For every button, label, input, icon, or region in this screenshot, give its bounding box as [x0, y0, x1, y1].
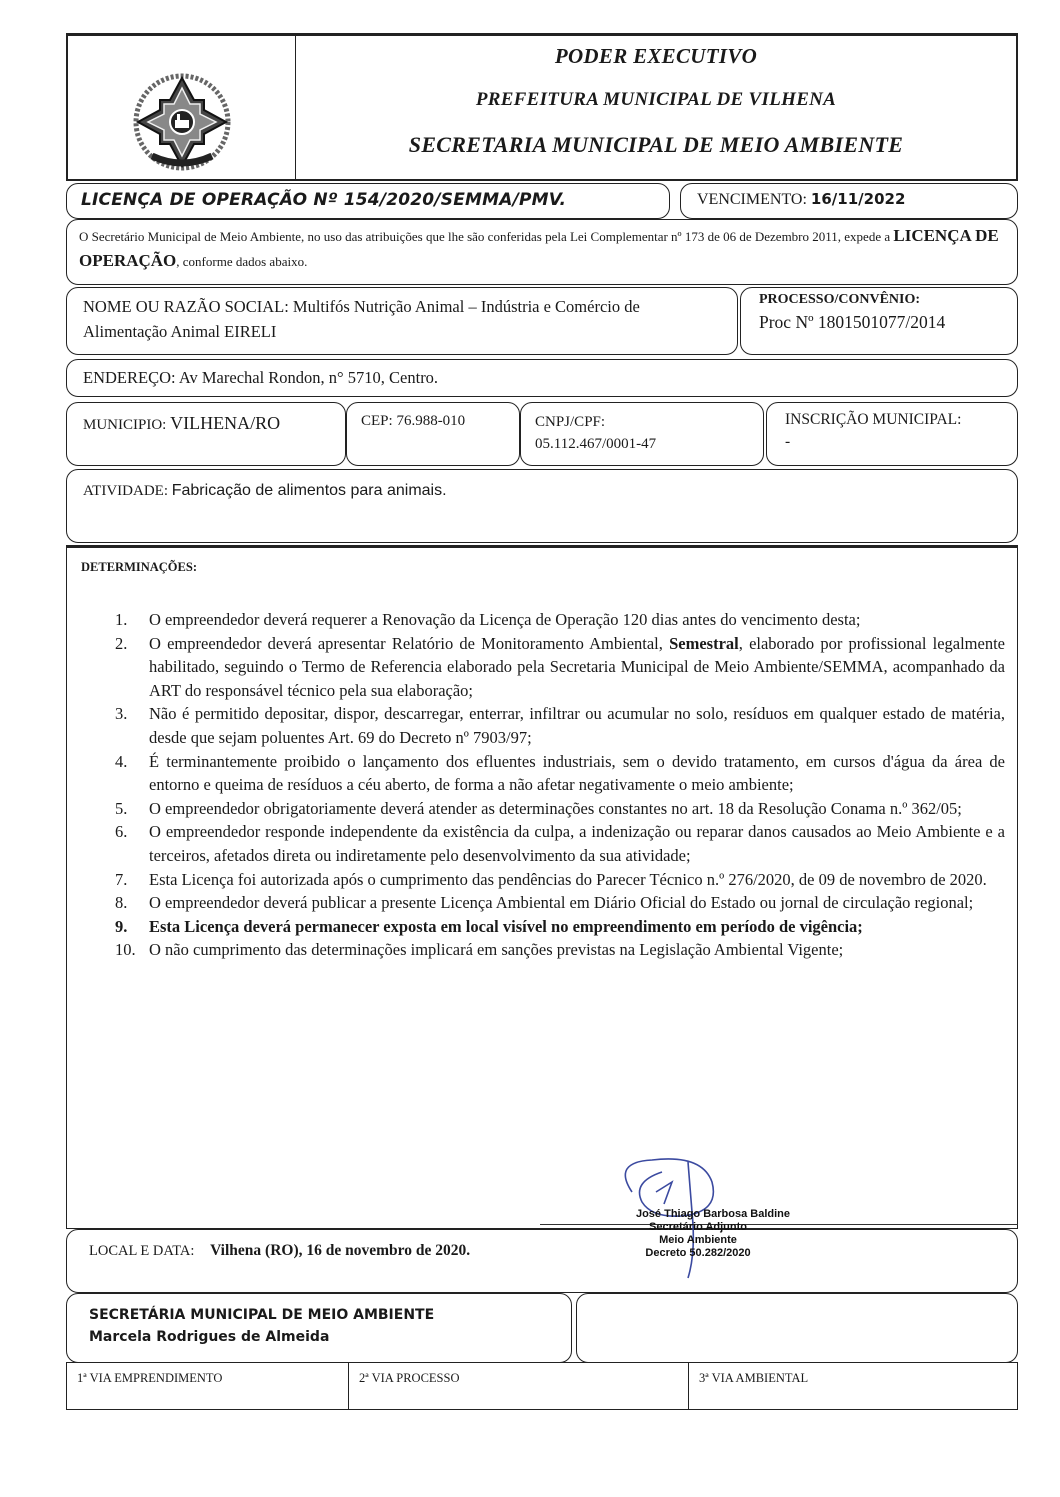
item-number: 3. [115, 704, 128, 724]
company-name-label: NOME OU RAZÃO SOCIAL: [83, 297, 289, 316]
determinations-title: DETERMINAÇÕES: [81, 560, 197, 574]
place-date-box [66, 1229, 1018, 1293]
item-text: O empreendedor deverá publicar a presente Licença Ambiental em Diário Oficial do Estado ou jornal de circulação regional; [149, 893, 974, 913]
logo-cell [68, 36, 296, 179]
document-header [66, 33, 1018, 181]
determination-item [115, 820, 1005, 867]
item-number: 5. [115, 798, 128, 818]
signer-dept: Meio Ambiente [659, 1234, 737, 1246]
determination-item [115, 632, 1005, 703]
intro-text: O Secretário Municipal de Meio Ambiente, no uso das atribuições que lhe são conferidas pela Lei Complementar nº 173 de 06 de Dezembro 2011, expede a [79, 229, 894, 244]
process-box [740, 287, 1018, 355]
blank-box [576, 1293, 1018, 1363]
item-text: Não é permitido depositar, dispor, descarregar, enterrar, infiltrar ou acumular no solo, resíduos em qualquer estado de matéria, desde que sejam poluentes Art. 69 do Decreto nº 7903/97; [149, 704, 1005, 747]
header-power: PODER EXECUTIVO [554, 44, 758, 68]
activity-label: ATIVIDADE: [83, 483, 168, 499]
place-date-label: LOCAL E DATA: [89, 1243, 195, 1259]
expiry-value: 16/11/2022 [810, 190, 906, 208]
header-prefecture: PREFEITURA MUNICIPAL DE VILHENA [475, 89, 837, 110]
intro-bold: LICENÇA DE OPERAÇÃO [79, 226, 999, 270]
item-number: 1. [115, 610, 128, 629]
address-value: Av Marechal Rondon, n° 5710, Centro. [178, 368, 439, 387]
municipal-registration-value: - [785, 433, 791, 450]
header-secretariat: SECRETARIA MUNICIPAL DE MEIO AMBIENTE [408, 132, 904, 157]
address-label: ENDEREÇO: [83, 368, 176, 387]
coat-of-arms-icon [130, 70, 234, 174]
municipal-registration-label: INSCRIÇÃO MUNICIPAL: [785, 411, 962, 428]
copy-third: 3ª VIA AMBIENTAL [699, 1371, 809, 1385]
determinations-list [115, 608, 1005, 962]
item-text: O empreendedor deverá apresentar Relatório de Monitoramento Ambiental, [149, 633, 670, 653]
activity-value: Fabricação de alimentos para animais. [171, 482, 447, 499]
secretariat-title: SECRETÁRIA MUNICIPAL DE MEIO AMBIENTE [89, 1307, 435, 1323]
item-text: O empreendedor obrigatoriamente deverá atender as determinações constantes no art. 18 da Resolução Conama n.º 362/05; [149, 798, 962, 818]
company-name-value: Multifós Nutrição Animal – Indústria e Comércio de Alimentação Animal EIRELI [83, 297, 640, 341]
copy-second: 2ª VIA PROCESSO [349, 1363, 689, 1409]
cep-label: CEP: [361, 413, 393, 429]
signature-stamp [598, 1208, 798, 1260]
municipal-registration-box [766, 402, 1018, 466]
item-text-bold: Semestral [669, 633, 739, 653]
activity-box [66, 469, 1018, 543]
determination-item [115, 891, 1005, 915]
intro-paragraph [66, 219, 1018, 285]
cep-box [346, 402, 520, 466]
process-label: PROCESSO/CONVÊNIO: [759, 292, 921, 307]
item-text: Esta Licença deverá permanecer exposta em local visível no empreendimento em período de vigência; [149, 916, 863, 936]
signer-role: Secretário Adjunto [649, 1221, 747, 1233]
item-number: 7. [115, 869, 128, 889]
process-value: Proc Nº 1801501077/2014 [759, 312, 946, 332]
determinations-section [66, 545, 1018, 1229]
item-text-end: , elaborado por profissional legalmente habilitado, seguindo o Termo de Referencia elaborado pela Secretaria Municipal de Meio Ambiente/SEMMA, acompanhado da ART do responsável técnico pela sua elaboração; [149, 633, 1005, 700]
address-box [66, 359, 1018, 397]
cnpj-label: CNPJ/CPF: [535, 414, 606, 430]
determination-item [115, 915, 1005, 939]
secretary-name: Marcela Rodrigues de Almeida [89, 1329, 330, 1345]
copy-first: 1ª VIA EMPRENDIMENTO [67, 1363, 349, 1409]
intro-text-end: , conforme dados abaixo. [176, 254, 308, 269]
item-text: É terminantemente proibido o lançamento dos efluentes industriais, sem o devido tratamento, em cursos d'água da área de entorno e queima de resíduos a céu aberto, de forma a não afetar negativamente o meio ambiente; [149, 751, 1005, 795]
place-date-value: Vilhena (RO), 16 de novembro de 2020. [210, 1242, 471, 1259]
item-number: 2. [115, 633, 128, 653]
cnpj-box [520, 402, 764, 466]
item-number: 9. [115, 916, 128, 936]
municipality-value: VILHENA/RO [170, 413, 281, 433]
determination-item [115, 608, 1005, 632]
cnpj-value: 05.112.467/0001-47 [535, 436, 657, 452]
license-title: LICENÇA DE OPERAÇÃO Nº 154/2020/SEMMA/PMV. [81, 190, 567, 210]
determination-item [115, 797, 1005, 821]
item-text: Esta Licença foi autorizada após o cumprimento das pendências do Parecer Técnico n.º 276/2020, de 09 de novembro de 2020. [149, 869, 987, 889]
item-text: O não cumprimento das determinações implicará em sanções previstas na Legislação Ambiental Vigente; [149, 940, 844, 960]
signer-decree: Decreto 50.282/2020 [645, 1247, 751, 1259]
item-number: 6. [115, 822, 128, 842]
license-title-box [66, 183, 670, 219]
municipality-box [66, 402, 346, 466]
expiry-box [680, 183, 1018, 219]
item-number: 4. [115, 751, 128, 771]
cep-value: 76.988-010 [396, 413, 466, 429]
municipality-label: MUNICIPIO: [83, 417, 167, 433]
signer-name: José Thiago Barbosa Baldine [635, 1208, 791, 1220]
secretariat-box [66, 1293, 572, 1363]
determination-item [115, 938, 1005, 962]
expiry-field [697, 190, 905, 209]
item-number: 8. [115, 893, 128, 913]
determination-item [115, 868, 1005, 892]
determination-item [115, 702, 1005, 749]
item-text: O empreendedor responde independente da existência da culpa, a indenização ou reparar danos causados ao Meio Ambiente e a terceiros, afetados direta ou indiretamente pelo desenvolvimento da sua atividade; [149, 822, 1005, 865]
determination-item [115, 750, 1005, 797]
item-text: O empreendedor deverá requerer a Renovação da Licença de Operação 120 dias antes do vencimento desta; [149, 610, 861, 629]
company-name-box [66, 287, 738, 355]
copies-row [66, 1362, 1018, 1410]
expiry-label: VENCIMENTO: [697, 191, 807, 208]
item-number: 10. [115, 940, 136, 960]
